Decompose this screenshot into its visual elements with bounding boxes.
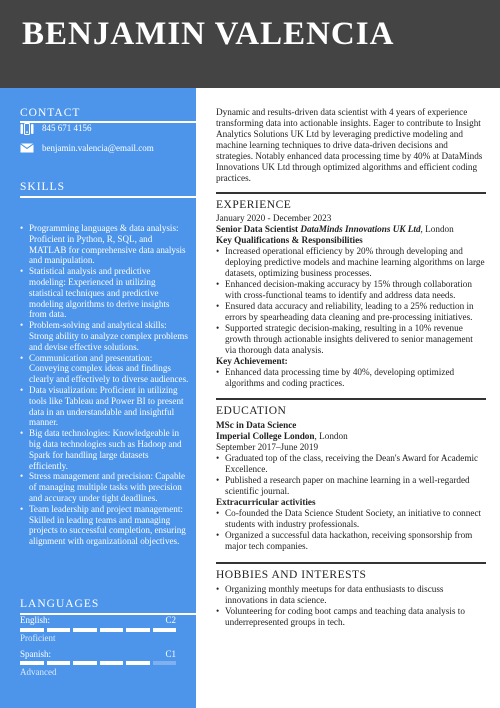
email-link[interactable]: benjamin.valencia@email.com <box>42 143 154 153</box>
education-title: EDUCATION <box>216 405 287 417</box>
list-item: • Increased operational efficiency by 20% through developing and deploying predictive models and machine learning algorithms on large datasets, optimizing business processes. <box>225 246 486 279</box>
language-name: Spanish: <box>20 649 52 659</box>
skill-item: • Data visualization: Proficient in utilizing tools like Tableau and Power BI to present data in an understandable and insightful manner. <box>29 385 189 428</box>
skills-list <box>20 223 189 547</box>
bar-segment <box>20 628 44 632</box>
contact-email <box>20 143 154 153</box>
contact-title: CONTACT <box>20 107 81 119</box>
language-level: Proficient <box>20 633 56 643</box>
list-item: • Graduated top of the class, receiving the Dean's Award for Academic Excellence. <box>225 453 486 475</box>
language-bar-spanish <box>20 661 176 665</box>
hobbies-rule <box>216 562 486 564</box>
company-name: DataMinds Innovations UK Ltd <box>300 224 421 234</box>
experience-dates: January 2020 - December 2023 <box>216 213 332 223</box>
header-banner <box>0 0 500 88</box>
list-item: • Enhanced data processing time by 40%, developing optimized algorithms and coding practices. <box>225 367 486 389</box>
languages-title: LANGUAGES <box>20 598 100 610</box>
extracurricular-heading: Extracurricular activities <box>216 497 316 507</box>
list-item: • Organized a successful data hackathon, receiving sponsorship from major tech companies. <box>225 530 486 552</box>
language-code: C2 <box>165 615 176 625</box>
list-item: • Supported strategic decision-making, resulting in a 10% revenue growth through actionable insights delivered to senior management via thorough data analysis. <box>225 323 486 356</box>
experience-rule <box>216 192 486 194</box>
skill-item: • Programming languages & data analysis: Proficient in Python, R, SQL, and MATLAB for comprehensive data analysis and manipulation. <box>29 223 189 266</box>
hobbies-title: HOBBIES AND INTERESTS <box>216 569 367 581</box>
list-item: • Volunteering for coding boot camps and teaching data analysis to underrepresented groups in tech. <box>225 606 486 628</box>
main-content <box>216 107 486 628</box>
bar-segment <box>47 628 71 632</box>
skill-item: • Big data technologies: Knowledgeable in big data technologies such as Hadoop and Spark for handling large datasets efficiently. <box>29 428 189 471</box>
skills-title: SKILLS <box>20 181 65 193</box>
experience-title: EXPERIENCE <box>216 199 292 211</box>
job-location: , London <box>420 224 454 234</box>
list-item: • Organizing monthly meetups for data enthusiasts to discuss innovations in data science. <box>225 584 486 606</box>
skill-item: • Statistical analysis and predictive modeling: Experienced in utilizing statistical techniques and predictive modeling algorithms to derive insights from data. <box>29 266 189 320</box>
hobbies-bullets <box>216 584 486 628</box>
bar-segment <box>126 661 150 665</box>
bar-segment <box>73 661 97 665</box>
list-item: • Enhanced decision-making accuracy by 15% through collaboration with cross-functional teams to identify and address data needs. <box>225 279 486 301</box>
skills-rule <box>20 196 196 198</box>
language-level: Advanced <box>20 667 57 677</box>
envelope-icon <box>20 143 34 153</box>
phone-number[interactable]: 845 671 4156 <box>42 123 92 133</box>
school-location: , London <box>314 431 348 441</box>
skill-item: • Communication and presentation: Conveying complex ideas and findings clearly and effectively to diverse audiences. <box>29 353 189 385</box>
achievement-heading: Key Achievement: <box>216 356 288 366</box>
bar-segment <box>153 661 177 665</box>
experience-position <box>216 224 486 235</box>
bar-segment <box>47 661 71 665</box>
extracurricular-bullets <box>216 508 486 552</box>
education-bullets <box>216 453 486 497</box>
job-title: Senior Data Scientist <box>216 224 299 234</box>
experience-bullets <box>216 246 486 356</box>
degree-name: MSc in Data Science <box>216 420 297 430</box>
bar-segment <box>20 661 44 665</box>
school-name: Imperial College London <box>216 431 315 441</box>
summary-paragraph: Dynamic and results-driven data scientist with 4 years of experience transforming data into actionable insights. Eager to contribute to Insight Analytics Solutions UK Ltd by leveraging predictive modeling and machine learning techniques to drive data-driven decisions and strategies. Notably enhanced data processing time by 40% at DataMinds Innovations UK Ltd through optimized algorithms and efficient coding practices. <box>216 107 483 183</box>
bar-segment <box>73 628 97 632</box>
bar-segment <box>126 628 150 632</box>
list-item: • Co-founded the Data Science Student Society, an initiative to connect students with industry professionals. <box>225 508 486 530</box>
sidebar <box>0 88 196 708</box>
language-name: English: <box>20 615 51 625</box>
skill-item: • Stress management and precision: Capable of managing multiple tasks with precision and accuracy under tight deadlines. <box>29 471 189 503</box>
bar-segment <box>100 661 124 665</box>
candidate-name: BENJAMIN VALENCIA <box>22 16 395 52</box>
contact-phone <box>20 123 92 133</box>
education-rule <box>216 398 486 400</box>
list-item: • Published a research paper on machine learning in a well-regarded scientific journal. <box>225 475 486 497</box>
bar-segment <box>153 628 177 632</box>
education-dates: September 2017–June 2019 <box>216 442 319 452</box>
phone-icon <box>20 123 34 133</box>
language-english <box>20 615 176 625</box>
language-code: C1 <box>165 649 176 659</box>
bar-segment <box>100 628 124 632</box>
achievement-bullets <box>216 367 486 389</box>
list-item: • Ensured data accuracy and reliability, leading to a 25% reduction in errors by spearheading data cleaning and pre-processing initiatives. <box>225 301 486 323</box>
skill-item: • Problem-solving and analytical skills: Strong ability to analyze complex problems and devise effective solutions. <box>29 320 189 352</box>
skill-item: • Team leadership and project management: Skilled in leading teams and managing projects to successful completion, ensuring alignment with organizational objectives. <box>29 504 189 547</box>
language-spanish <box>20 649 176 659</box>
qualifications-heading: Key Qualifications & Responsibilities <box>216 235 363 245</box>
language-bar-english <box>20 628 176 632</box>
education-school-line <box>216 431 486 442</box>
